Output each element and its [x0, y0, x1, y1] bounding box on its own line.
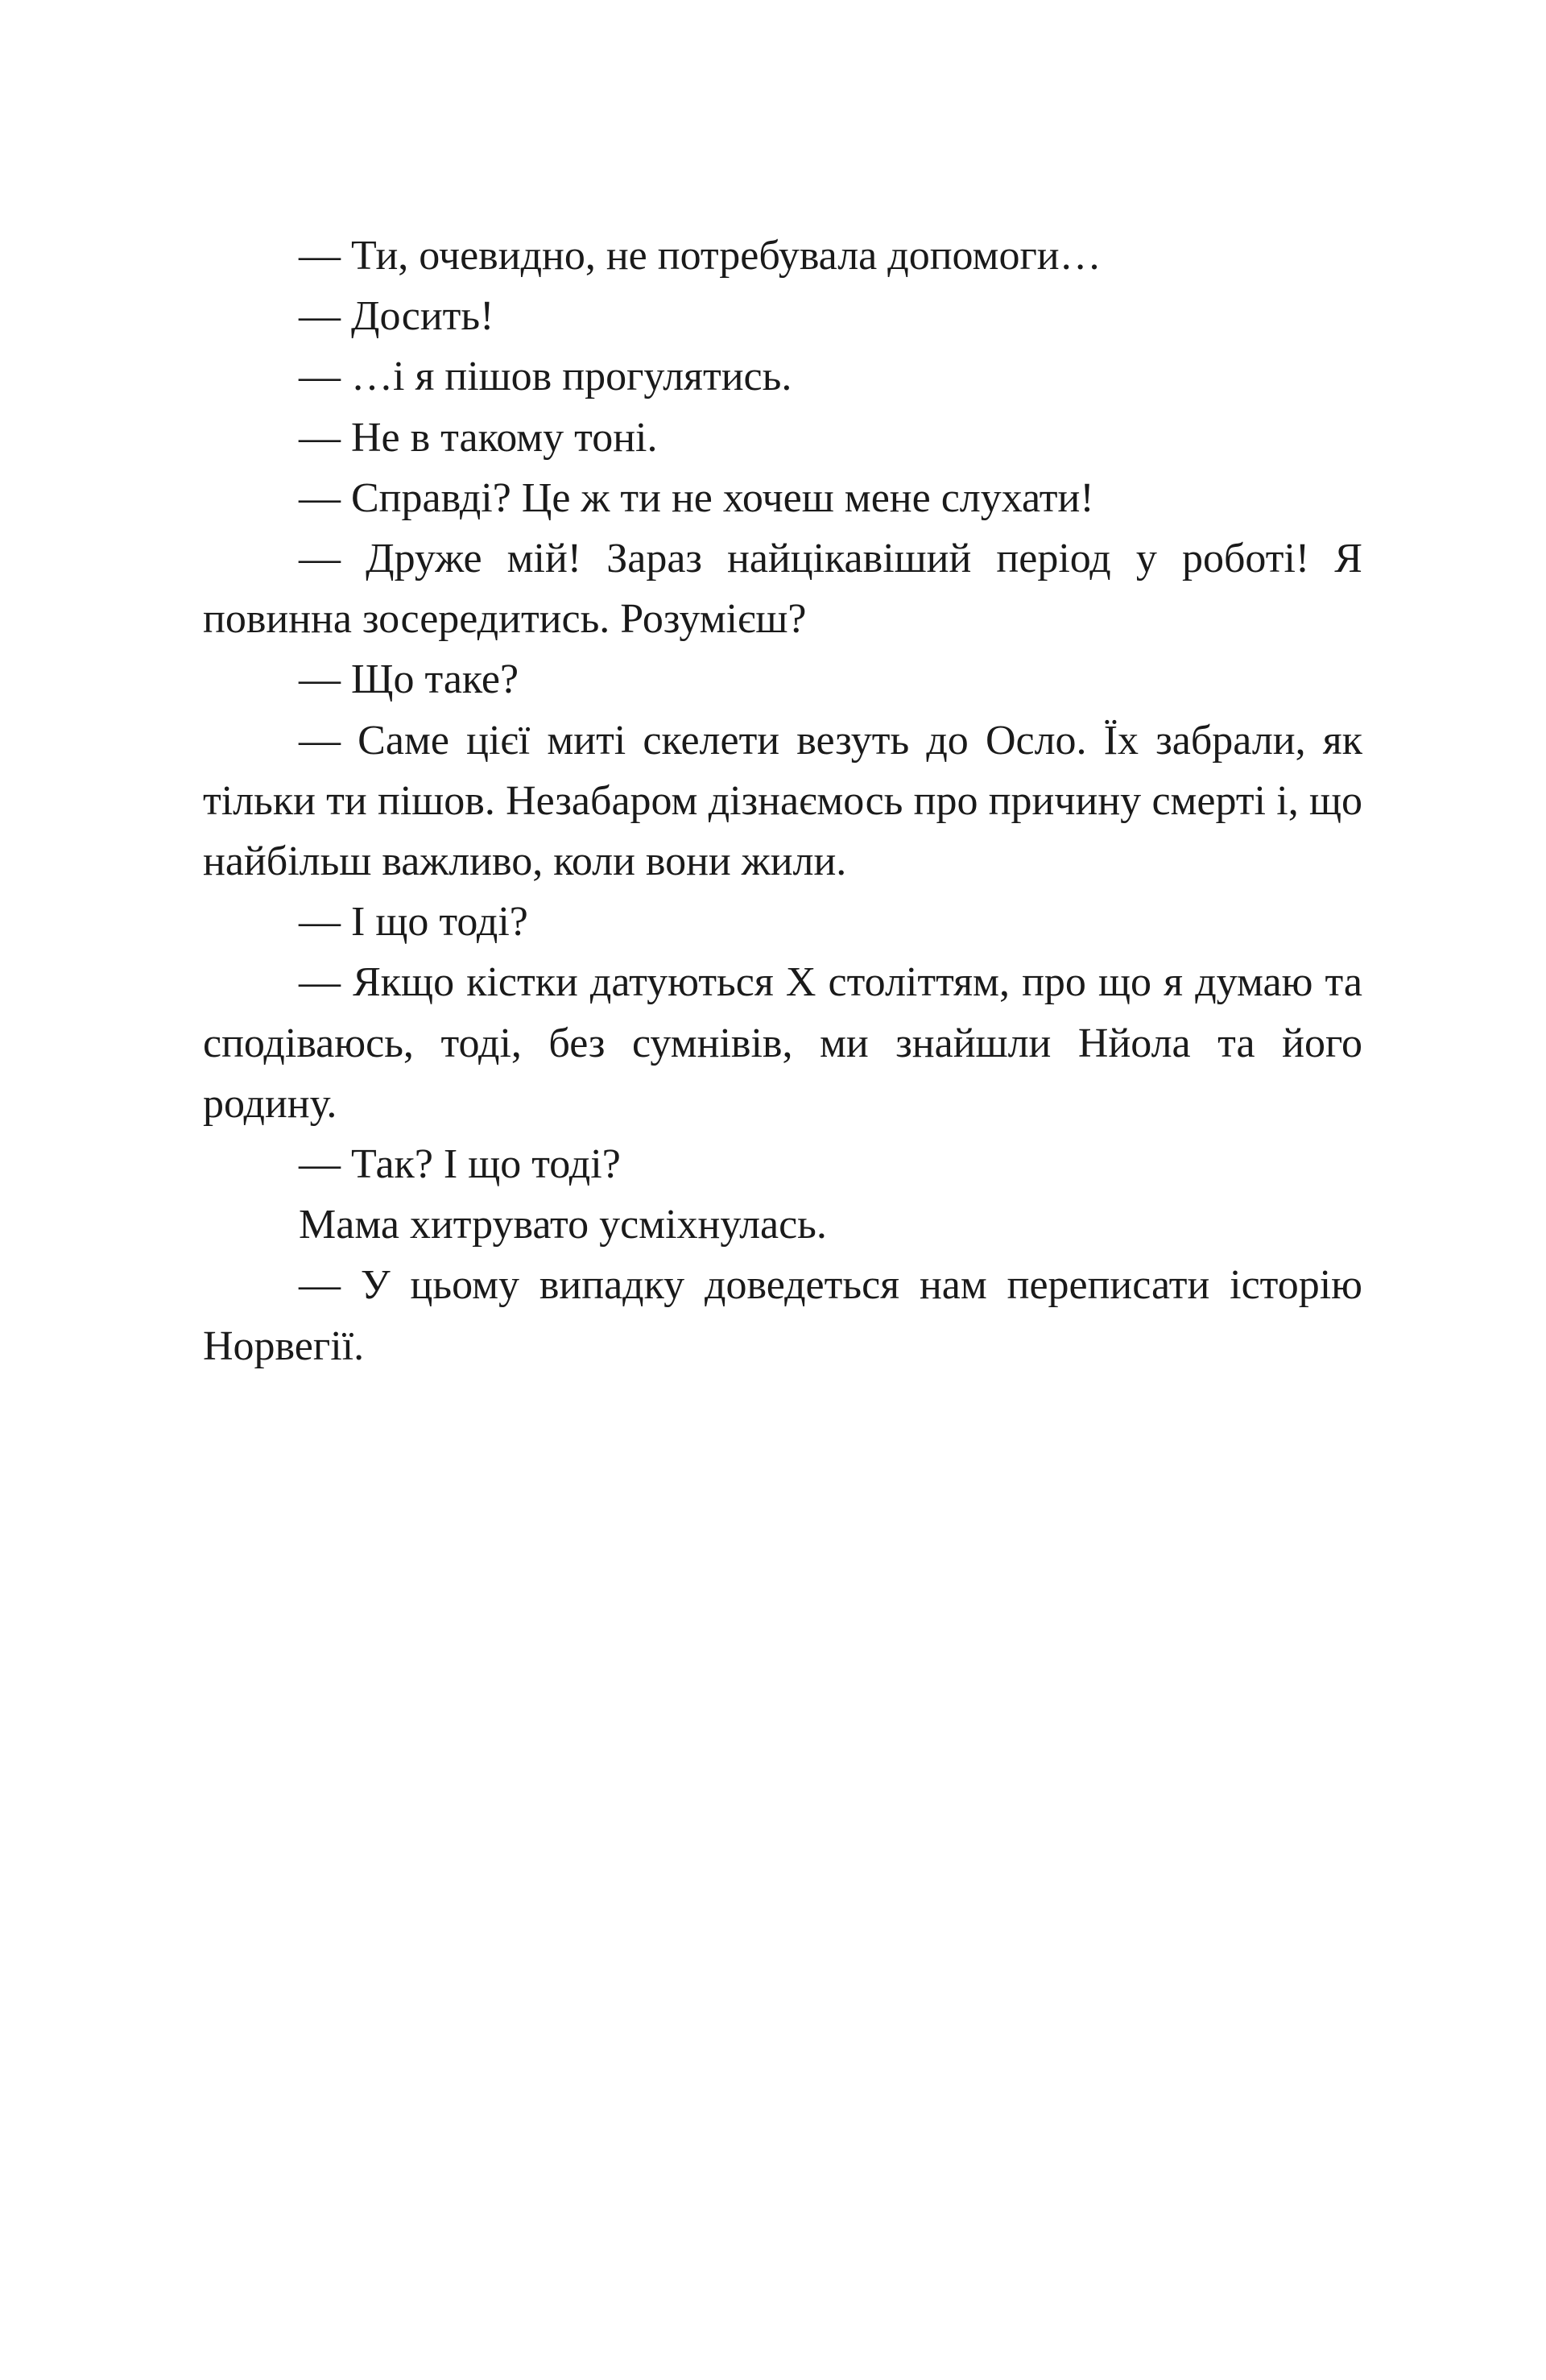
dialogue-line: — Друже мій! Зараз найцікавіший період у роботі! Я повинна зосередитись. Розумієш?: [203, 536, 1362, 643]
dialogue-line: — Якщо кістки датуються X століттям, про що я думаю та сподіваюсь, тоді, без сумнівів, ми знайшли Нйола та його родину.: [203, 959, 1362, 1127]
dialogue-line: — Так? І що тоді?: [299, 1141, 621, 1188]
dialogue-line: — У цьому випадку доведеться нам переписати історію Норвегії.: [203, 1262, 1362, 1369]
dialogue-line: — Не в такому тоні.: [299, 414, 658, 461]
narration-line: Мама хитрувато усміхнулась.: [299, 1202, 827, 1248]
dialogue-line: — Справді? Це ж ти не хочеш мене слухати!: [299, 474, 1094, 521]
page-text: [203, 226, 1362, 1376]
dialogue-line: — …і я пішов прогулятись.: [299, 354, 792, 400]
dialogue-line: — Досить!: [299, 293, 494, 340]
dialogue-line: — Що таке?: [299, 656, 519, 703]
dialogue-line: — Ти, очевидно, не потребувала допомоги…: [299, 233, 1102, 279]
dialogue-line: — Саме цієї миті скелети везуть до Осло. Їх забрали, як тільки ти пішов. Незабаром дізнаємось про причину смерті і, що найбільш важливо, коли вони жили.: [203, 717, 1362, 885]
dialogue-line: — І що тоді?: [299, 899, 528, 946]
